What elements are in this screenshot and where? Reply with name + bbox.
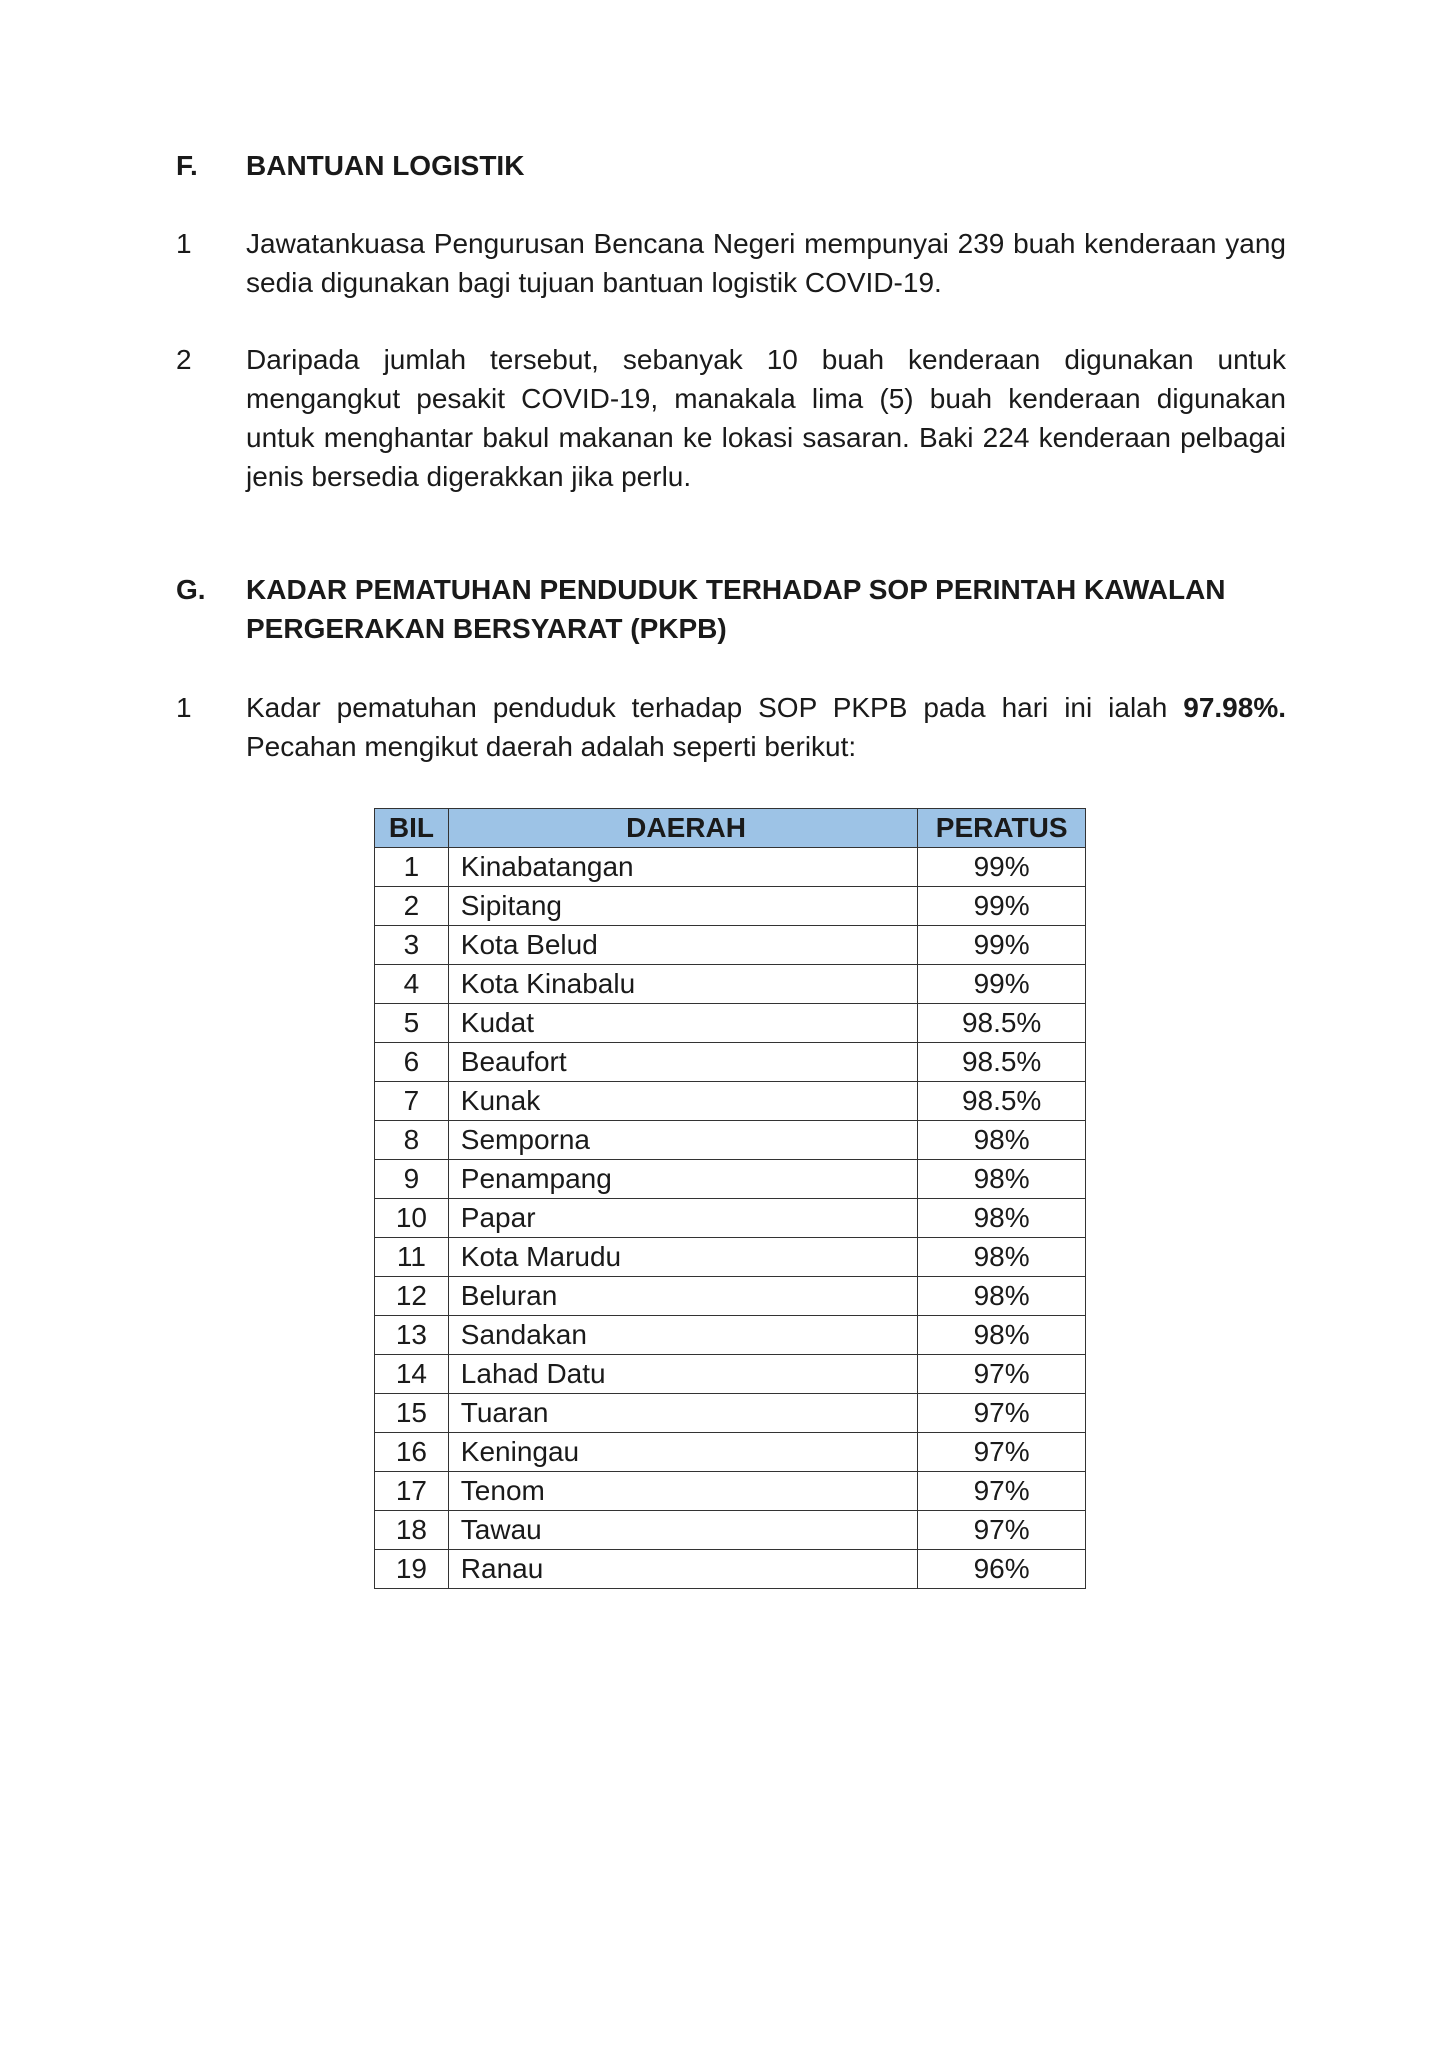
table-row [375, 1472, 1086, 1511]
cell-daerah: Penampang [448, 1160, 917, 1199]
cell-daerah: Kota Belud [448, 926, 917, 965]
cell-peratus: 98.5% [918, 1043, 1086, 1082]
cell-peratus: 97% [918, 1394, 1086, 1433]
cell-bil: 14 [375, 1355, 449, 1394]
cell-peratus: 96% [918, 1550, 1086, 1589]
cell-peratus: 99% [918, 926, 1086, 965]
item-text-after: Pecahan mengikut daerah adalah seperti berikut: [246, 731, 857, 762]
header-bil: BIL [375, 809, 449, 848]
item-number: 1 [176, 692, 192, 723]
cell-bil: 17 [375, 1472, 449, 1511]
cell-daerah: Kunak [448, 1082, 917, 1121]
table-row [375, 1355, 1086, 1394]
cell-peratus: 99% [918, 848, 1086, 887]
cell-daerah: Sandakan [448, 1316, 917, 1355]
cell-peratus: 99% [918, 965, 1086, 1004]
table-row [375, 848, 1086, 887]
cell-bil: 9 [375, 1160, 449, 1199]
section-f-title: BANTUAN LOGISTIK [246, 150, 525, 181]
cell-daerah: Lahad Datu [448, 1355, 917, 1394]
table-row [375, 1160, 1086, 1199]
cell-peratus: 98% [918, 1160, 1086, 1199]
table-row [375, 1082, 1086, 1121]
table-row [375, 887, 1086, 926]
table-row [375, 1121, 1086, 1160]
cell-peratus: 97% [918, 1511, 1086, 1550]
header-daerah: DAERAH [448, 809, 917, 848]
cell-bil: 7 [375, 1082, 449, 1121]
cell-peratus: 98% [918, 1199, 1086, 1238]
cell-daerah: Semporna [448, 1121, 917, 1160]
cell-bil: 13 [375, 1316, 449, 1355]
cell-daerah: Keningau [448, 1433, 917, 1472]
table-row [375, 1316, 1086, 1355]
cell-daerah: Kudat [448, 1004, 917, 1043]
district-compliance-table [374, 808, 1086, 1589]
cell-bil: 12 [375, 1277, 449, 1316]
cell-peratus: 98% [918, 1121, 1086, 1160]
table-row [375, 926, 1086, 965]
table-row [375, 1238, 1086, 1277]
cell-daerah: Ranau [448, 1550, 917, 1589]
table-row [375, 1277, 1086, 1316]
table-row [375, 1394, 1086, 1433]
cell-peratus: 98% [918, 1316, 1086, 1355]
cell-bil: 19 [375, 1550, 449, 1589]
item-text: Jawatankuasa Pengurusan Bencana Negeri mempunyai 239 buah kenderaan yang sedia digunakan bagi tujuan bantuan logistik COVID-19. [246, 228, 1286, 298]
item-text: Daripada jumlah tersebut, sebanyak 10 buah kenderaan digunakan untuk mengangkut pesakit COVID-19, manakala lima (5) buah kenderaan digunakan untuk menghantar bakul makanan ke lokasi sasaran. Baki 224 kenderaan pelbagai jenis bersedia digerakkan jika perlu. [246, 344, 1286, 492]
table-body [375, 848, 1086, 1589]
cell-bil: 10 [375, 1199, 449, 1238]
cell-peratus: 97% [918, 1472, 1086, 1511]
cell-peratus: 98% [918, 1277, 1086, 1316]
item-number: 1 [176, 228, 192, 259]
table-row [375, 1199, 1086, 1238]
item-text-before: Kadar pematuhan penduduk terhadap SOP PKPB pada hari ini ialah [246, 692, 1184, 723]
cell-daerah: Tuaran [448, 1394, 917, 1433]
table-row [375, 965, 1086, 1004]
cell-bil: 15 [375, 1394, 449, 1433]
section-f-marker: F. [176, 150, 198, 181]
cell-daerah: Papar [448, 1199, 917, 1238]
cell-bil: 5 [375, 1004, 449, 1043]
cell-bil: 16 [375, 1433, 449, 1472]
cell-peratus: 98.5% [918, 1004, 1086, 1043]
table-row [375, 1550, 1086, 1589]
header-peratus: PERATUS [918, 809, 1086, 848]
cell-daerah: Kota Kinabalu [448, 965, 917, 1004]
cell-bil: 3 [375, 926, 449, 965]
item-text [246, 688, 1286, 766]
cell-peratus: 98% [918, 1238, 1086, 1277]
cell-daerah: Kinabatangan [448, 848, 917, 887]
cell-daerah: Tenom [448, 1472, 917, 1511]
cell-bil: 4 [375, 965, 449, 1004]
cell-bil: 6 [375, 1043, 449, 1082]
cell-bil: 18 [375, 1511, 449, 1550]
table-row [375, 1043, 1086, 1082]
cell-bil: 11 [375, 1238, 449, 1277]
cell-bil: 1 [375, 848, 449, 887]
cell-daerah: Beaufort [448, 1043, 917, 1082]
cell-peratus: 97% [918, 1433, 1086, 1472]
table-row [375, 1004, 1086, 1043]
cell-bil: 2 [375, 887, 449, 926]
cell-daerah: Kota Marudu [448, 1238, 917, 1277]
item-number: 2 [176, 344, 192, 375]
cell-daerah: Sipitang [448, 887, 917, 926]
cell-bil: 8 [375, 1121, 449, 1160]
table-header-row [375, 809, 1086, 848]
table-row [375, 1433, 1086, 1472]
compliance-rate: 97.98%. [1183, 692, 1286, 723]
cell-peratus: 98.5% [918, 1082, 1086, 1121]
cell-daerah: Beluran [448, 1277, 917, 1316]
section-g-marker: G. [176, 574, 206, 605]
table-row [375, 1511, 1086, 1550]
cell-daerah: Tawau [448, 1511, 917, 1550]
section-g-title: KADAR PEMATUHAN PENDUDUK TERHADAP SOP PERINTAH KAWALAN PERGERAKAN BERSYARAT (PKPB) [246, 574, 1226, 644]
cell-peratus: 97% [918, 1355, 1086, 1394]
cell-peratus: 99% [918, 887, 1086, 926]
